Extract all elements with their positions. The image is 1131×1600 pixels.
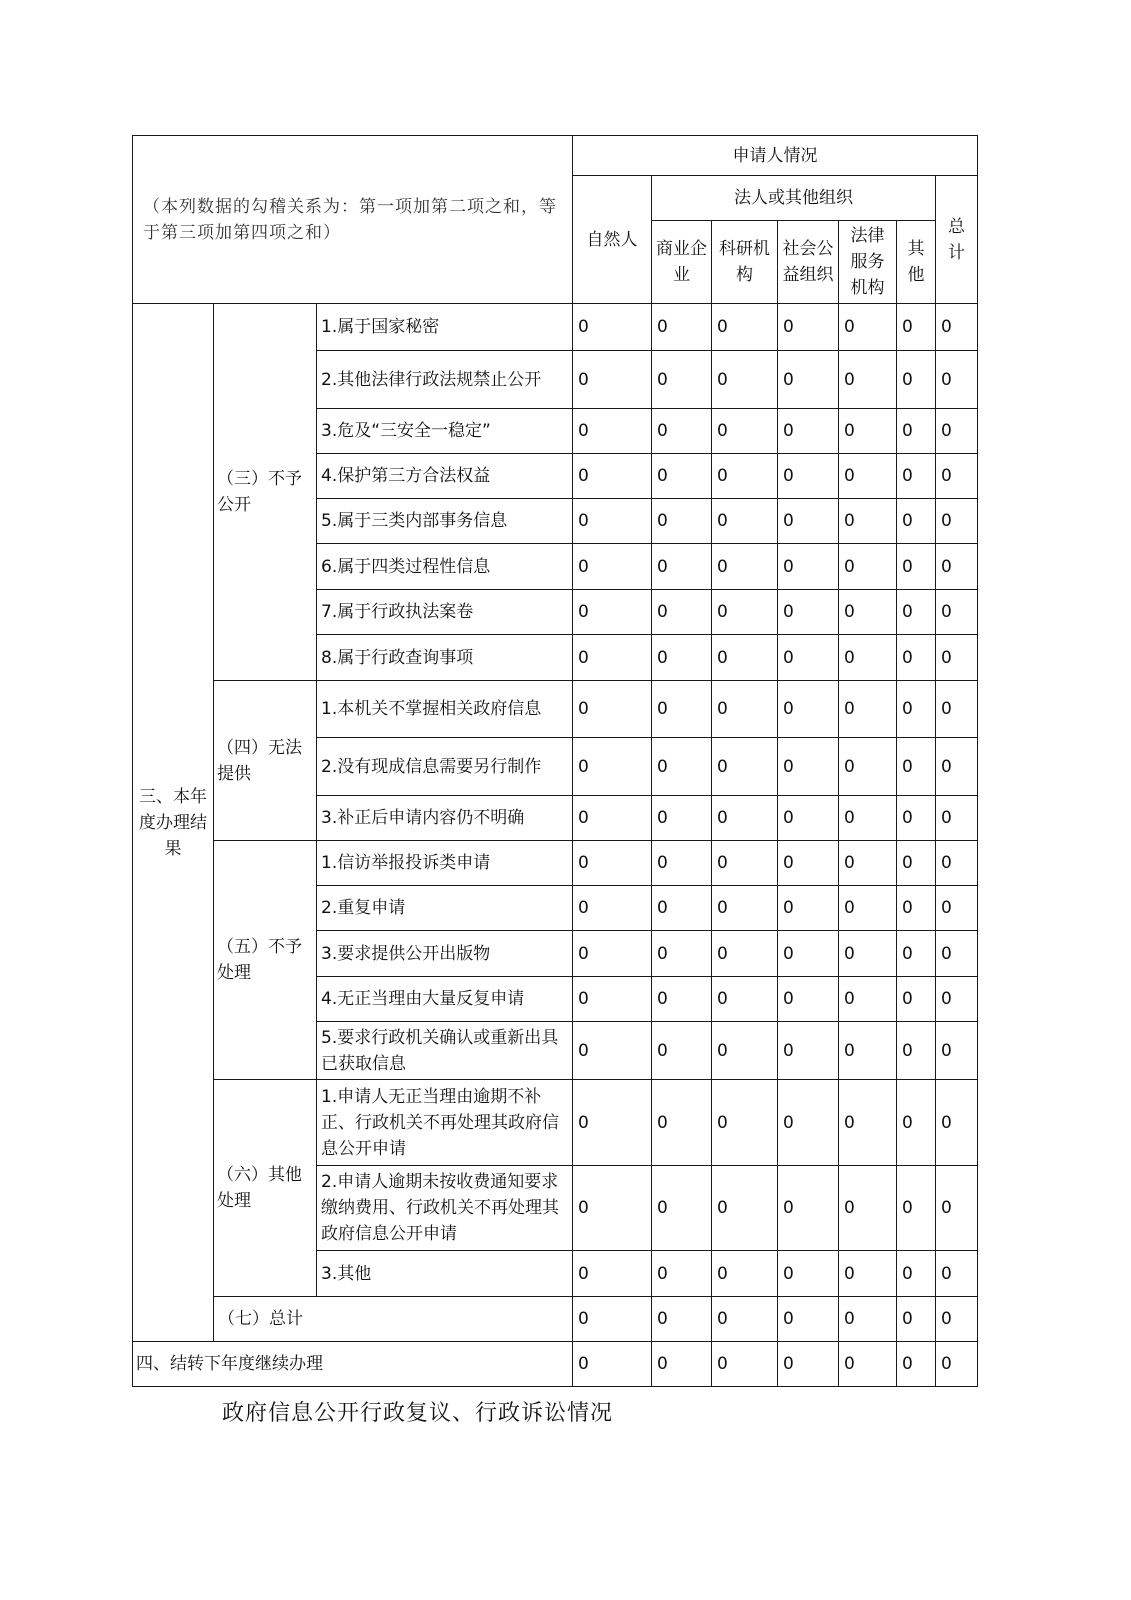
value-cell: 0 xyxy=(573,886,652,931)
header-research-institution: 科研机构 xyxy=(712,221,778,304)
value-cell: 0 xyxy=(936,931,978,977)
value-cell: 0 xyxy=(652,1297,712,1342)
row-label: 3.补正后申请内容仍不明确 xyxy=(317,796,573,841)
header-total: 总计 xyxy=(936,176,978,304)
row-label: 4.保护第三方合法权益 xyxy=(317,454,573,499)
value-cell: 0 xyxy=(839,1342,897,1387)
value-cell: 0 xyxy=(652,977,712,1022)
value-cell: 0 xyxy=(712,886,778,931)
value-cell: 0 xyxy=(652,841,712,886)
value-cell: 0 xyxy=(936,351,978,409)
value-cell: 0 xyxy=(936,681,978,738)
value-cell: 0 xyxy=(897,1022,936,1080)
value-cell: 0 xyxy=(573,796,652,841)
value-cell: 0 xyxy=(712,1251,778,1297)
value-cell: 0 xyxy=(897,1342,936,1387)
value-cell: 0 xyxy=(897,796,936,841)
value-cell: 0 xyxy=(936,454,978,499)
value-cell: 0 xyxy=(839,590,897,635)
value-cell: 0 xyxy=(712,351,778,409)
value-cell: 0 xyxy=(573,1342,652,1387)
value-cell: 0 xyxy=(652,796,712,841)
value-cell: 0 xyxy=(936,738,978,796)
value-cell: 0 xyxy=(652,409,712,454)
value-cell: 0 xyxy=(778,738,839,796)
row-label: 1.本机关不掌握相关政府信息 xyxy=(317,681,573,738)
value-cell: 0 xyxy=(573,454,652,499)
value-cell: 0 xyxy=(778,544,839,590)
value-cell: 0 xyxy=(778,590,839,635)
value-cell: 0 xyxy=(936,977,978,1022)
value-cell: 0 xyxy=(778,351,839,409)
row-label: 1.信访举报投诉类申请 xyxy=(317,841,573,886)
value-cell: 0 xyxy=(652,351,712,409)
value-cell: 0 xyxy=(652,304,712,351)
value-cell: 0 xyxy=(936,544,978,590)
value-cell: 0 xyxy=(712,1080,778,1166)
value-cell: 0 xyxy=(778,1022,839,1080)
value-cell: 0 xyxy=(839,304,897,351)
row-label: 2.重复申请 xyxy=(317,886,573,931)
row-label: 3.其他 xyxy=(317,1251,573,1297)
value-cell: 0 xyxy=(712,590,778,635)
value-cell: 0 xyxy=(839,635,897,681)
value-cell: 0 xyxy=(712,454,778,499)
total-row-label: （七）总计 xyxy=(214,1297,573,1342)
table-row xyxy=(133,1080,978,1166)
value-cell: 0 xyxy=(897,454,936,499)
value-cell: 0 xyxy=(778,1342,839,1387)
table-row xyxy=(133,304,978,351)
value-cell: 0 xyxy=(573,841,652,886)
row-label: 1.属于国家秘密 xyxy=(317,304,573,351)
value-cell: 0 xyxy=(652,590,712,635)
value-cell: 0 xyxy=(897,499,936,544)
value-cell: 0 xyxy=(936,841,978,886)
value-cell: 0 xyxy=(778,499,839,544)
value-cell: 0 xyxy=(573,738,652,796)
value-cell: 0 xyxy=(897,1080,936,1166)
value-cell: 0 xyxy=(652,1080,712,1166)
section-three-label: 三、本年度办理结果 xyxy=(133,304,214,1342)
row-label: 7.属于行政执法案卷 xyxy=(317,590,573,635)
category-label: （三）不予公开 xyxy=(214,304,317,681)
carryover-row xyxy=(133,1342,978,1387)
value-cell: 0 xyxy=(573,544,652,590)
row-label: 2.其他法律行政法规禁止公开 xyxy=(317,351,573,409)
value-cell: 0 xyxy=(839,1166,897,1251)
header-applicant-situation: 申请人情况 xyxy=(573,136,978,176)
value-cell: 0 xyxy=(936,1022,978,1080)
value-cell: 0 xyxy=(778,931,839,977)
row-label: 3.危及“三安全一稳定” xyxy=(317,409,573,454)
value-cell: 0 xyxy=(573,1022,652,1080)
value-cell: 0 xyxy=(573,499,652,544)
value-cell: 0 xyxy=(897,1251,936,1297)
value-cell: 0 xyxy=(839,1022,897,1080)
value-cell: 0 xyxy=(936,1166,978,1251)
value-cell: 0 xyxy=(839,499,897,544)
value-cell: 0 xyxy=(712,1342,778,1387)
value-cell: 0 xyxy=(897,977,936,1022)
value-cell: 0 xyxy=(897,1166,936,1251)
category-label: （四）无法提供 xyxy=(214,681,317,841)
value-cell: 0 xyxy=(573,1080,652,1166)
value-cell: 0 xyxy=(712,409,778,454)
header-social-welfare-org: 社会公益组织 xyxy=(778,221,839,304)
value-cell: 0 xyxy=(778,886,839,931)
value-cell: 0 xyxy=(573,409,652,454)
carryover-row-label: 四、结转下年度继续办理 xyxy=(133,1342,573,1387)
row-label: 2.申请人逾期未按收费通知要求缴纳费用、行政机关不再处理其政府信息公开申请 xyxy=(317,1166,573,1251)
value-cell: 0 xyxy=(652,886,712,931)
value-cell: 0 xyxy=(573,590,652,635)
value-cell: 0 xyxy=(839,841,897,886)
value-cell: 0 xyxy=(778,977,839,1022)
value-cell: 0 xyxy=(712,1166,778,1251)
value-cell: 0 xyxy=(778,841,839,886)
value-cell: 0 xyxy=(839,409,897,454)
disclosure-results-table xyxy=(132,135,978,1387)
value-cell: 0 xyxy=(712,738,778,796)
value-cell: 0 xyxy=(573,1166,652,1251)
row-label: 5.要求行政机关确认或重新出具已获取信息 xyxy=(317,1022,573,1080)
value-cell: 0 xyxy=(839,681,897,738)
value-cell: 0 xyxy=(652,681,712,738)
value-cell: 0 xyxy=(897,590,936,635)
value-cell: 0 xyxy=(712,304,778,351)
value-cell: 0 xyxy=(652,499,712,544)
value-cell: 0 xyxy=(778,304,839,351)
row-label: 1.申请人无正当理由逾期不补正、行政机关不再处理其政府信息公开申请 xyxy=(317,1080,573,1166)
value-cell: 0 xyxy=(897,681,936,738)
value-cell: 0 xyxy=(652,1022,712,1080)
value-cell: 0 xyxy=(936,304,978,351)
value-cell: 0 xyxy=(839,886,897,931)
row-label: 2.没有现成信息需要另行制作 xyxy=(317,738,573,796)
row-label: 6.属于四类过程性信息 xyxy=(317,544,573,590)
value-cell: 0 xyxy=(897,841,936,886)
row-label: 3.要求提供公开出版物 xyxy=(317,931,573,977)
value-cell: 0 xyxy=(652,738,712,796)
value-cell: 0 xyxy=(839,351,897,409)
value-cell: 0 xyxy=(936,886,978,931)
value-cell: 0 xyxy=(778,1297,839,1342)
header-legal-service-org: 法律服务机构 xyxy=(839,221,897,304)
value-cell: 0 xyxy=(573,635,652,681)
value-cell: 0 xyxy=(573,1251,652,1297)
row-label: 8.属于行政查询事项 xyxy=(317,635,573,681)
header-commercial-enterprise: 商业企业 xyxy=(652,221,712,304)
value-cell: 0 xyxy=(778,635,839,681)
value-cell: 0 xyxy=(573,351,652,409)
value-cell: 0 xyxy=(573,931,652,977)
value-cell: 0 xyxy=(897,351,936,409)
row-label: 5.属于三类内部事务信息 xyxy=(317,499,573,544)
value-cell: 0 xyxy=(839,738,897,796)
value-cell: 0 xyxy=(936,1342,978,1387)
value-cell: 0 xyxy=(839,454,897,499)
value-cell: 0 xyxy=(652,454,712,499)
value-cell: 0 xyxy=(712,1022,778,1080)
value-cell: 0 xyxy=(652,1342,712,1387)
value-cell: 0 xyxy=(839,544,897,590)
value-cell: 0 xyxy=(839,1297,897,1342)
value-cell: 0 xyxy=(897,409,936,454)
header-natural-person: 自然人 xyxy=(573,176,652,304)
value-cell: 0 xyxy=(652,1166,712,1251)
value-cell: 0 xyxy=(936,635,978,681)
value-cell: 0 xyxy=(936,1297,978,1342)
value-cell: 0 xyxy=(652,544,712,590)
value-cell: 0 xyxy=(839,931,897,977)
value-cell: 0 xyxy=(936,796,978,841)
value-cell: 0 xyxy=(936,1080,978,1166)
value-cell: 0 xyxy=(936,409,978,454)
header-legal-or-other-org: 法人或其他组织 xyxy=(652,176,936,221)
value-cell: 0 xyxy=(936,499,978,544)
value-cell: 0 xyxy=(897,304,936,351)
table-row xyxy=(133,681,978,738)
value-cell: 0 xyxy=(712,796,778,841)
value-cell: 0 xyxy=(652,1251,712,1297)
value-cell: 0 xyxy=(573,681,652,738)
value-cell: 0 xyxy=(839,977,897,1022)
row-label: 4.无正当理由大量反复申请 xyxy=(317,977,573,1022)
value-cell: 0 xyxy=(712,499,778,544)
value-cell: 0 xyxy=(778,409,839,454)
value-cell: 0 xyxy=(897,635,936,681)
value-cell: 0 xyxy=(778,454,839,499)
value-cell: 0 xyxy=(652,931,712,977)
value-cell: 0 xyxy=(897,1297,936,1342)
value-cell: 0 xyxy=(778,1166,839,1251)
header-row-1 xyxy=(133,136,978,176)
value-cell: 0 xyxy=(652,635,712,681)
value-cell: 0 xyxy=(573,977,652,1022)
value-cell: 0 xyxy=(712,841,778,886)
value-cell: 0 xyxy=(778,1080,839,1166)
value-cell: 0 xyxy=(839,1251,897,1297)
table-row xyxy=(133,841,978,886)
value-cell: 0 xyxy=(712,544,778,590)
value-cell: 0 xyxy=(712,931,778,977)
value-cell: 0 xyxy=(936,1251,978,1297)
header-other: 其他 xyxy=(897,221,936,304)
value-cell: 0 xyxy=(897,886,936,931)
value-cell: 0 xyxy=(778,681,839,738)
section-caption: 政府信息公开行政复议、行政诉讼情况 xyxy=(222,1401,614,1426)
value-cell: 0 xyxy=(839,796,897,841)
value-cell: 0 xyxy=(839,1080,897,1166)
total-row xyxy=(133,1297,978,1342)
value-cell: 0 xyxy=(573,304,652,351)
value-cell: 0 xyxy=(573,1297,652,1342)
value-cell: 0 xyxy=(897,931,936,977)
value-cell: 0 xyxy=(897,738,936,796)
value-cell: 0 xyxy=(712,635,778,681)
value-cell: 0 xyxy=(897,544,936,590)
value-cell: 0 xyxy=(712,1297,778,1342)
category-label: （五）不予处理 xyxy=(214,841,317,1080)
value-cell: 0 xyxy=(778,1251,839,1297)
value-cell: 0 xyxy=(778,796,839,841)
value-cell: 0 xyxy=(712,977,778,1022)
value-cell: 0 xyxy=(936,590,978,635)
header-note: （本列数据的勾稽关系为：第一项加第二项之和，等于第三项加第四项之和） xyxy=(133,136,573,304)
value-cell: 0 xyxy=(712,681,778,738)
category-label: （六）其他处理 xyxy=(214,1080,317,1297)
